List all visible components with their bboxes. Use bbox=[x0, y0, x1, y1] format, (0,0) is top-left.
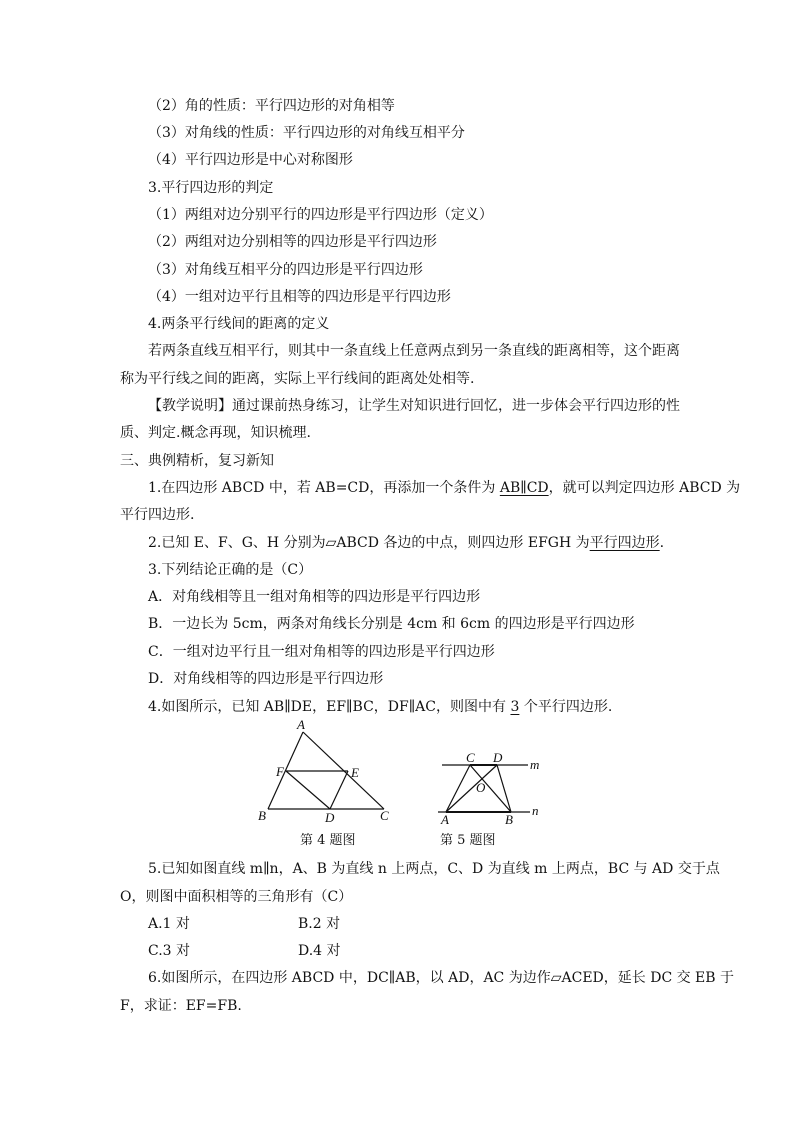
text-line: 称为平行线之间的距离，实际上平行线间的距离处处相等. bbox=[120, 371, 475, 387]
segment-ad bbox=[446, 765, 497, 812]
label-b: B bbox=[258, 808, 266, 823]
segment-fd bbox=[286, 771, 330, 809]
figure-4-caption: 第 4 题图 bbox=[300, 833, 356, 848]
label-d: D bbox=[325, 810, 335, 825]
text-line: （4）平行四边形是中心对称图形 bbox=[148, 152, 353, 168]
label-f: F bbox=[276, 764, 284, 779]
label-a: A bbox=[297, 717, 305, 732]
option-b: B．一边长为 5cm，两条对角线长分别是 4cm 和 6cm 的四边形是平行四边形 bbox=[148, 616, 635, 632]
question-1-cont: 平行四边形. bbox=[120, 507, 195, 523]
question-3: 3.下列结论正确的是（C） bbox=[148, 562, 313, 578]
segment-ac bbox=[446, 765, 470, 812]
option-d: D．对角线相等的四边形是平行四边形 bbox=[148, 671, 384, 687]
text-line: （2）两组对边分别相等的四边形是平行四边形 bbox=[148, 234, 437, 250]
teaching-note: 质、判定.概念再现，知识梳理. bbox=[120, 425, 311, 441]
option-c: C．一组对边平行且一组对角相等的四边形是平行四边形 bbox=[148, 644, 495, 660]
label-c: C bbox=[380, 808, 389, 823]
question-5-cont: O，则图中面积相等的三角形有（C） bbox=[120, 889, 353, 905]
section-heading: 三、典例精析，复习新知 bbox=[120, 453, 274, 469]
label-b: B bbox=[505, 812, 513, 827]
text-line: （4）一组对边平行且相等的四边形是平行四边形 bbox=[148, 289, 451, 305]
figure-5 bbox=[432, 748, 550, 828]
text-line: （3）对角线互相平分的四边形是平行四边形 bbox=[148, 262, 423, 278]
answer-underline: 平行四边形 bbox=[589, 535, 660, 551]
parallelogram-symbol: ▱ bbox=[550, 970, 562, 986]
text-line: （1）两组对边分别平行的四边形是平行四边形（定义） bbox=[148, 207, 493, 223]
section-heading: 4.两条平行线间的距离的定义 bbox=[148, 316, 330, 332]
label-e: E bbox=[351, 765, 359, 780]
answer-underline: AB∥CD bbox=[499, 480, 549, 496]
figure-4 bbox=[250, 716, 400, 828]
figure-5-caption: 第 5 题图 bbox=[440, 833, 496, 848]
question-6-cont: F，求证：EF=FB. bbox=[120, 998, 242, 1014]
question-1: 1.在四边形 ABCD 中，若 AB=CD，再添加一个条件为 AB∥CD，就可以判定四边形 ABCD 为 bbox=[148, 480, 741, 496]
question-4: 4.如图所示，已知 AB∥DE，EF∥BC，DF∥AC，则图中有 3 个平行四边形. bbox=[148, 699, 613, 715]
option-d: D.4 对 bbox=[298, 943, 341, 959]
option-a: A.1 对 bbox=[148, 916, 190, 932]
teaching-note: 【教学说明】通过课前热身练习，让学生对知识进行回忆，进一步体会平行四边形的性 bbox=[148, 398, 680, 414]
segment-ed bbox=[330, 771, 348, 809]
option-a: A．对角线相等且一组对角相等的四边形是平行四边形 bbox=[148, 589, 481, 605]
label-o: O bbox=[476, 780, 486, 795]
label-n: n bbox=[532, 803, 539, 818]
parallelogram-symbol: ▱ bbox=[325, 535, 337, 551]
answer-underline: 3 bbox=[510, 699, 520, 715]
question-6: 6.如图所示，在四边形 ABCD 中，DC∥AB，以 AD，AC 为边作▱ACED，延长 DC 交 EB 于 bbox=[148, 970, 735, 986]
label-a: A bbox=[441, 812, 449, 827]
segment-bd bbox=[497, 765, 511, 812]
section-heading: 3.平行四边形的判定 bbox=[148, 180, 274, 196]
question-5: 5.已知如图直线 m∥n，A、B 为直线 n 上两点，C、D 为直线 m 上两点，BC 与 AD 交于点 bbox=[148, 861, 720, 877]
label-d: D bbox=[493, 750, 503, 765]
label-c: C bbox=[466, 750, 475, 765]
option-c: C.3 对 bbox=[148, 943, 191, 959]
option-b: B.2 对 bbox=[298, 916, 341, 932]
question-2: 2.已知 E、F、G、H 分别为▱ABCD 各边的中点，则四边形 EFGH 为平行四边形. bbox=[148, 535, 665, 551]
text-line: （2）角的性质：平行四边形的对角相等 bbox=[148, 98, 395, 114]
text-line: 若两条直线互相平行，则其中一条直线上任意两点到另一条直线的距离相等，这个距离 bbox=[148, 343, 680, 359]
text-line: （3）对角线的性质：平行四边形的对角线互相平分 bbox=[148, 125, 465, 141]
label-m: m bbox=[530, 757, 540, 772]
